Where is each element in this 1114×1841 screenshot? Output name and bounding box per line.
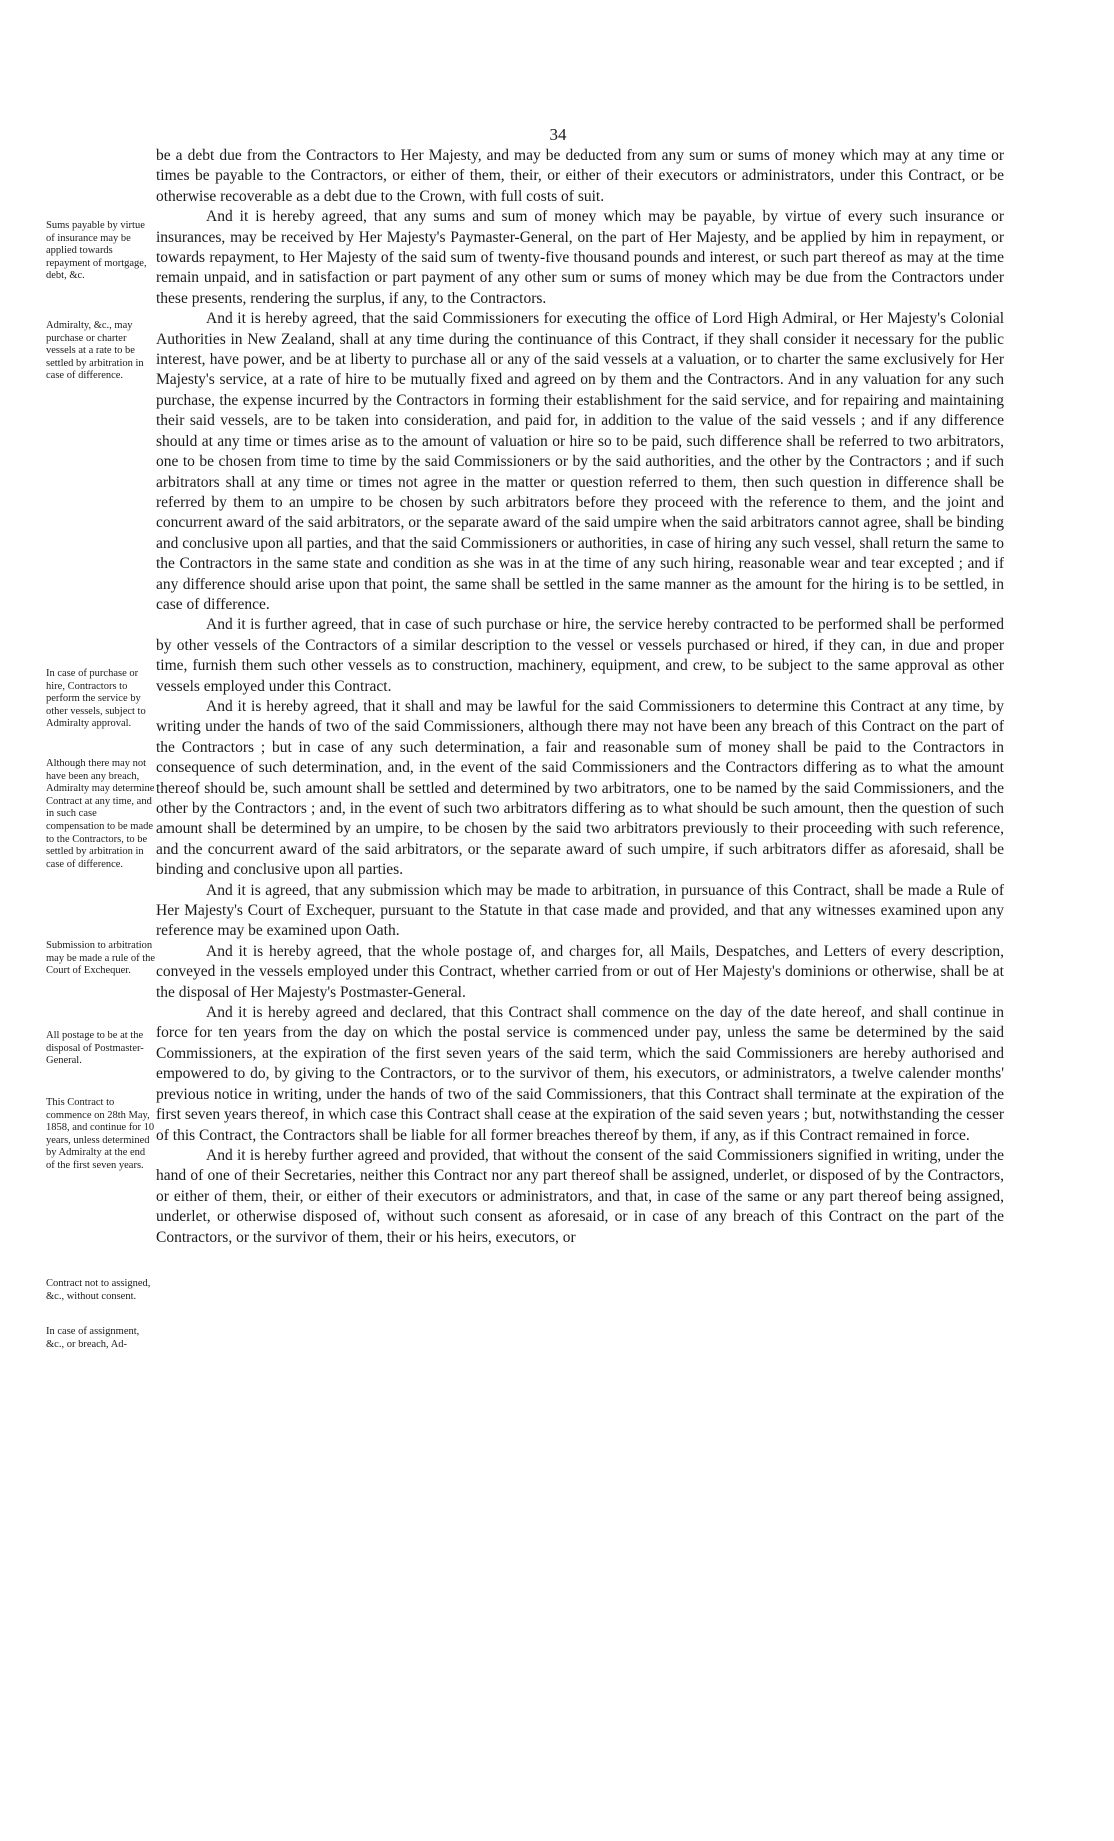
- paragraph: And it is hereby agreed, that any sums and sum of money which may be payable, by virtue of every such insurance or insurances, may be received by Her Majesty's Paymaster-General, on the part of Her Majesty, and be applied by him in repayment, or towards repayment, to Her Majesty of the said sum of twenty-five thousand pounds and interest, or such part thereof as may at the time remain unpaid, and in satisfaction or part payment of any other sum or sums of money which may be due from the Contractors under these presents, rendering the surplus, if any, to the Contractors.: [156, 208, 1004, 307]
- paragraph: And it is hereby agreed and declared, that this Contract shall commence on the day of the date hereof, and shall continue in force for ten years from the day on which the postal service is commenced under pay, unless the same be determined by the said Commissioners, at the expiration of the first seven years of the said term, which the said Commissioners are hereby authorised and empowered to do, by giving to the Contractors, or to the survivor of them, his executors, or administrators, a twelve calender months' previous notice in writing, under the hands of two of the said Commissioners, that this Contract shall terminate at the expiration of the first seven years thereof, in which case this Contract shall cease at the expiration of the said seven years ; but, notwithstanding the cesser of this Contract, the Contractors shall be liable for all former breaches thereof by them, if any, as if this Contract remained in force.: [156, 1004, 1004, 1144]
- margin-note-breach: In case of assignment, &c., or breach, Ad-: [46, 1326, 140, 1350]
- margin-note-commencement: This Contract to commence on 28th May, 1858, and continue for 10 years, unless determined by Admiralty at the end of the first seven years.: [46, 1097, 155, 1171]
- margin-note-postage: All postage to be at the disposal of Postmaster-General.: [46, 1030, 144, 1067]
- paragraph: And it is agreed, that any submission which may be made to arbitration, in pursuance of this Contract, shall be made a Rule of Her Majesty's Court of Exchequer, pursuant to the Statute in that case made and provided, and that any witnesses examined upon any reference may be examined upon Oath.: [156, 881, 1004, 940]
- margin-note-insurance-repayment: Sums payable by virtue of insurance may be applied towards repayment of mortgage, debt, &c.: [46, 220, 147, 282]
- margin-note-assignment: Contract not to assigned, &c., without consent.: [46, 1278, 151, 1302]
- margin-note-admiralty-purchase: Admiralty, &c., may purchase or charter vessels at a rate to be settled by arbitration in case of difference.: [46, 320, 144, 382]
- paragraph: And it is further agreed, that in case of such purchase or hire, the service hereby contracted to be performed shall be performed by other vessels of the Contractors of a similar description to the vessel or vessels purchased or hired, if they can, in due and proper time, furnish them such other vessels as to construction, machinery, equipment, and crew, to be subject to the same approval as other vessels employed under this Contract.: [156, 616, 1004, 695]
- margin-note-determination: Although there may not have been any breach, Admiralty may determine Contract at any time, and in such case compensation to be made to the Contractors, to be settled by arbitration in case of difference.: [46, 758, 155, 870]
- body-text: [156, 146, 1004, 1248]
- margin-note-arbitration-rule: Submission to arbitration may be made a rule of the Court of Exchequer.: [46, 940, 156, 977]
- page-number: 34: [549, 125, 567, 144]
- paragraph: be a debt due from the Contractors to Her Majesty, and may be deducted from any sum or sums of money which may at any time or times be payable to the Contractors, or either of them, their, or either of their executors or administrators, under this Contract, or be otherwise recoverable as a debt due to the Crown, with full costs of suit.: [156, 147, 1004, 205]
- paragraph: And it is hereby further agreed and provided, that without the consent of the said Commissioners signified in writing, under the hand of one of their Secretaries, neither this Contract nor any part thereof shall be assigned, underlet, or disposed of by the Contractors, or either of them, their, or either of their executors or administrators, and that, in case of the same or any part thereof being assigned, underlet, or otherwise disposed of, without such consent as aforesaid, or in case of any breach of this Contract on the part of the Contractors, or the survivor of them, their or his heirs, executors, or: [156, 1146, 1004, 1246]
- margin-note-purchase-or-hire: In case of purchase or hire, Contractors to perform the service by other vessels, subject to Admiralty approval.: [46, 668, 146, 730]
- paragraph: And it is hereby agreed, that it shall and may be lawful for the said Commissioners to determine this Contract at any time, by writing under the hands of two of the said Commissioners, although there may not have been any breach of this Contract on the part of the Contractors ; but in case of any such determination, a fair and reasonable sum of money shall be paid to the Contractors in consequence of such determination, and, in the event of the said Commissioners and the Contractors differing as to what the amount thereof should be, such amount shall be settled and determined by two arbitrators, one to be named by the said Commissioners, and the other by the Contractors ; and, in the event of such two arbitrators differing as to what should be such amount, then the question of such amount shall be determined by an umpire, to be chosen by the said two arbitrators previously to their proceeding with such reference, and the concurrent award of the said arbitrators, or the separate award of such umpire, if such arbitrators differ as aforesaid, shall be binding and conclusive upon all parties.: [156, 697, 1004, 879]
- paragraph: And it is hereby agreed, that the whole postage of, and charges for, all Mails, Despatches, and Letters of every description, conveyed in the vessels employed under this Contract, whether carried from or out of Her Majesty's dominions or otherwise, shall be at the disposal of Her Majesty's Postmaster-General.: [156, 942, 1004, 1001]
- paragraph: And it is hereby agreed, that the said Commissioners for executing the office of Lord High Admiral, or Her Majesty's Colonial Authorities in New Zealand, shall at any time during the continuance of this Contract, if they shall consider it necessary for the public interest, have power, and be at liberty to purchase all or any of the said vessels at a valuation, or to charter the same exclusively for Her Majesty's service, at a rate of hire to be mutually fixed and agreed on by them and the Contractors. And in any valuation for any such purchase, the expense incurred by the Contractors in forming their establishment for the said service, and for repairing and maintaining their said vessels, are to be taken into consideration, and paid for, in addition to the value of the said vessels ; and if any difference should at any time or times arise as to the amount of valuation or hire so to be paid, such difference shall be referred to two arbitrators, one to be chosen from time to time by the said Commissioners or by the said authorities, and the other by the Contractors ; and if such arbitrators shall at any time or times not agree in the matter or question referred to them, then such question in difference shall be referred by them to an umpire to be chosen by such arbitrators before they proceed with the reference to them, and the joint and concurrent award of the said arbitrators, or the separate award of the said umpire when the said arbitrators cannot agree, shall be binding and conclusive upon all parties, and that the said Commissioners or authorities, in case of hiring any such vessel, shall return the same to the Contractors in the same state and condition as she was in at the time of any such hiring, reasonable wear and tear excepted ; and if any difference should arise upon that point, the same shall be settled in the same manner as the amount for the hiring is to be settled, in case of difference.: [156, 310, 1004, 613]
